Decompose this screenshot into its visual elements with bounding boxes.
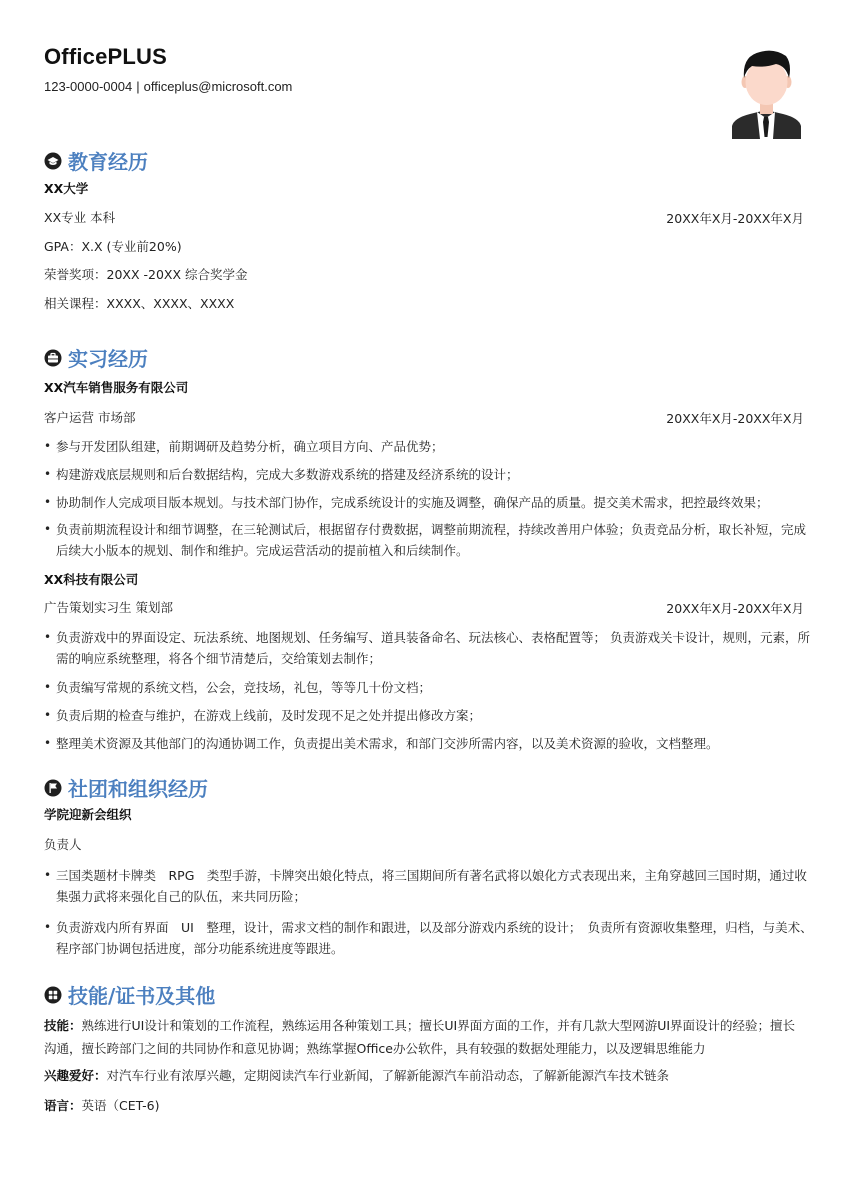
club-role: 负责人	[44, 837, 82, 852]
education-section-title	[44, 146, 148, 175]
job-bullet: • 参与开发团队组建，前期调研及趋势分析，确立项目方向、产品优势；	[44, 436, 814, 457]
internship-section-title	[44, 343, 148, 372]
job-date: 20XX年X月-20XX年X月	[666, 411, 804, 426]
job-bullet: • 整理美术资源及其他部门的沟通协调工作，负责提出美术需求，和部门交涉所需内容，以及美术资源的验收，文档整理。	[44, 733, 814, 754]
contact-separator: |	[136, 79, 140, 94]
job-company: XX科技有限公司	[44, 572, 139, 587]
avatar	[730, 44, 803, 139]
education-date: 20XX年X月-20XX年X月	[666, 211, 804, 226]
contact-line	[44, 79, 292, 94]
job-bullet: • 构建游戏底层规则和后台数据结构，完成大多数游戏系统的搭建及经济系统的设计；	[44, 464, 814, 485]
candidate-name: OfficePLUS	[44, 44, 168, 69]
job-company: XX汽车销售服务有限公司	[44, 380, 189, 395]
club-bullet: • 负责游戏内所有界面 UI 整理，设计，需求文档的制作和跟进，以及部分游戏内系统的设计； 负责所有资源收集整理，归档，与美术、程序部门协调包括进度，部分功能系统进度等跟进。	[44, 917, 814, 959]
education-courses: 相关课程：XXXX、XXXX、XXXX	[44, 296, 235, 311]
skills-label: 技能：	[44, 1018, 82, 1033]
language-label: 语言：	[44, 1098, 82, 1113]
phone-number: 123-0000-0004	[44, 79, 133, 94]
job-bullet: • 协助制作人完成项目版本规划。与技术部门协作，完成系统设计的实施及调整，确保产品的质量。提交美术需求，把控最终效果；	[44, 492, 814, 513]
club-title: 社团和组织经历	[68, 777, 208, 801]
hobby-label: 兴趣爱好：	[44, 1068, 107, 1083]
education-major: XX专业 本科	[44, 210, 116, 225]
club-org: 学院迎新会组织	[44, 807, 132, 822]
language-paragraph	[44, 1094, 806, 1117]
language-text: 英语（CET-6)	[81, 1098, 160, 1113]
school-name: XX大学	[44, 181, 89, 196]
job-bullet: • 负责编写常规的系统文档，公会，竞技场，礼包，等等几十份文档；	[44, 677, 814, 698]
hobby-paragraph	[44, 1064, 806, 1087]
education-title: 教育经历	[68, 150, 148, 174]
job-role: 广告策划实习生 策划部	[44, 600, 173, 615]
briefcase-icon	[44, 349, 62, 367]
education-honors: 荣誉奖项：20XX -20XX 综合奖学金	[44, 267, 248, 282]
education-gpa: GPA：X.X (专业前20%)	[44, 239, 182, 254]
club-bullet: • 三国类题材卡牌类 RPG 类型手游，卡牌突出娘化特点，将三国期间所有著名武将以娘化方式表现出来，主角穿越回三国时期，通过收集强力武将来强化自己的队伍，来共同历险；	[44, 865, 814, 907]
skills-paragraph	[44, 1014, 806, 1060]
graduation-cap-icon	[44, 152, 62, 170]
job-date: 20XX年X月-20XX年X月	[666, 601, 804, 616]
hobby-text: 对汽车行业有浓厚兴趣，定期阅读汽车行业新闻，了解新能源汽车前沿动态，了解新能源汽车技术链条	[106, 1068, 670, 1083]
skills-text: 熟练进行UI设计和策划的工作流程，熟练运用各种策划工具；擅长UI界面方面的工作，并有几款大型网游UI界面设计的经验；擅长沟通，擅长跨部门之间的共同协作和意见协调；熟练掌握Office办公软件，具有较强的数据处理能力，以及逻辑思维能力	[44, 1018, 796, 1056]
internship-title: 实习经历	[68, 347, 148, 371]
job-bullet: • 负责后期的检查与维护，在游戏上线前，及时发现不足之处并提出修改方案；	[44, 705, 814, 726]
flag-icon	[44, 779, 62, 797]
job-role: 客户运营 市场部	[44, 410, 136, 425]
skills-section-title	[44, 980, 215, 1009]
grid-icon	[44, 986, 62, 1004]
job-bullet: • 负责前期流程设计和细节调整，在三轮测试后，根据留存付费数据，调整前期流程，持续改善用户体验；负责竞品分析，取长补短，完成后续大小版本的规划、制作和维护。完成运营活动的提前植入和后续制作。	[44, 519, 814, 561]
email-address: officeplus@microsoft.com	[143, 79, 293, 94]
club-section-title	[44, 773, 208, 802]
job-bullet: • 负责游戏中的界面设定、玩法系统、地图规划、任务编写、道具装备命名、玩法核心、表格配置等； 负责游戏关卡设计，规则，元素，所需的响应系统整理，将各个细节清楚后，交给策划去制作；	[44, 627, 814, 669]
skills-title: 技能/证书及其他	[68, 984, 216, 1008]
